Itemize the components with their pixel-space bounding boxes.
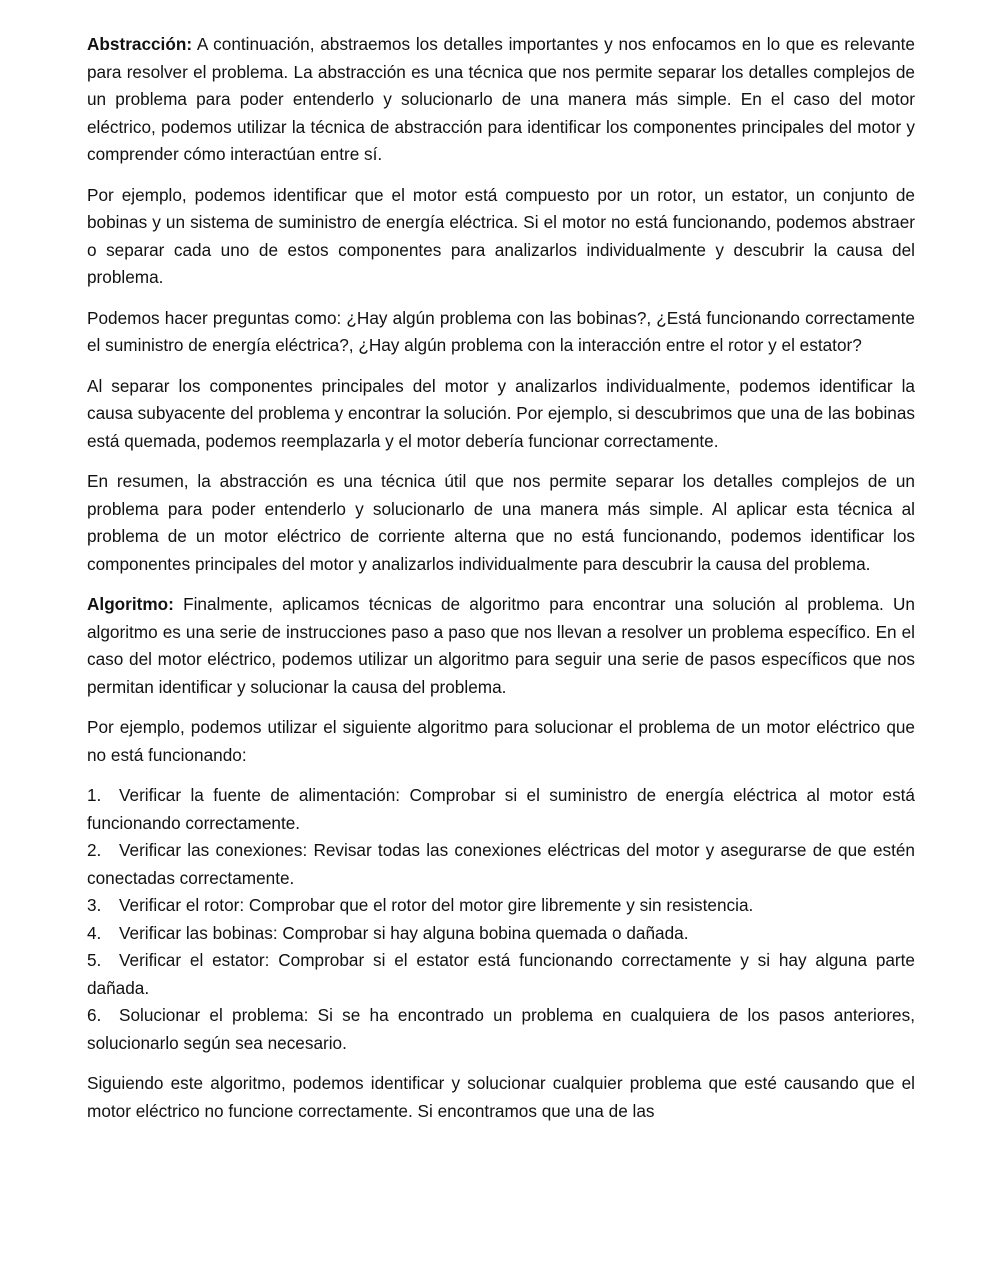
step-text: Solucionar el problema: Si se ha encontrado un problema en cualquiera de los pasos anteriores, solucionarlo según sea necesario.	[87, 1005, 915, 1053]
abstraction-paragraph-2: Por ejemplo, podemos identificar que el motor está compuesto por un rotor, un estator, un conjunto de bobinas y un sistema de suministro de energía eléctrica. Si el motor no está funcionando, podemos abstraer o separar cada uno de estos componentes para analizarlos individualmente y descubrir la causa del problema.	[87, 184, 915, 287]
step-number: 4.	[87, 922, 102, 943]
step-text: Verificar la fuente de alimentación: Comprobar si el suministro de energía eléctrica al motor está funcionando correctamente.	[87, 785, 915, 833]
algorithm-intro-text: Finalmente, aplicamos técnicas de algoritmo para encontrar una solución al problema. Un algoritmo es una serie de instrucciones paso a paso que nos llevan a resolver un problema específico. En el caso del motor eléctrico, podemos utilizar un algoritmo para seguir una serie de pasos específicos que nos permitan identificar y solucionar la causa del problema.	[87, 594, 915, 697]
abstraction-paragraph-4: Al separar los componentes principales del motor y analizarlos individualmente, podemos identificar la causa subyacente del problema y encontrar la solución. Por ejemplo, si descubrimos que una de las bobinas está quemada, podemos reemplazarla y el motor debería funcionar correctamente.	[87, 375, 915, 451]
algorithm-heading: Algoritmo:	[87, 594, 174, 614]
list-item	[87, 837, 915, 892]
document-page	[87, 31, 915, 1138]
step-text: Verificar el estator: Comprobar si el estator está funcionando correctamente y si hay alguna parte dañada.	[87, 950, 915, 998]
abstraction-paragraph-3: Podemos hacer preguntas como: ¿Hay algún problema con las bobinas?, ¿Está funcionando correctamente el suministro de energía eléctrica?, ¿Hay algún problema con la interacción entre el rotor y el estator?	[87, 307, 915, 355]
step-text: Verificar el rotor: Comprobar que el rotor del motor gire libremente y sin resistencia.	[119, 895, 754, 915]
list-item	[87, 782, 915, 837]
abstraction-heading: Abstracción:	[87, 34, 193, 54]
abstraction-summary-paragraph: En resumen, la abstracción es una técnica útil que nos permite separar los detalles complejos de un problema para poder entenderlo y solucionarlo de una manera más simple. Al aplicar esta técnica al problema de un motor eléctrico de corriente alterna que no está funcionando, podemos identificar los componentes principales del motor y analizarlos individualmente para descubrir la causa del problema.	[87, 471, 915, 574]
algorithm-conclusion-paragraph: Siguiendo este algoritmo, podemos identificar y solucionar cualquier problema que esté causando que el motor eléctrico no funcione correctamente. Si encontramos que una de las	[87, 1073, 915, 1121]
step-number: 5.	[87, 950, 102, 970]
step-number: 1.	[87, 785, 102, 805]
step-text: Verificar las conexiones: Revisar todas las conexiones eléctricas del motor y asegurarse de que estén conectadas correctamente.	[87, 840, 915, 888]
abstraction-intro-text: A continuación, abstraemos los detalles importantes y nos enfocamos en lo que es relevante para resolver el problema. La abstracción es una técnica que nos permite separar los detalles complejos de un problema para poder entenderlo y solucionarlo de una manera más simple. En el caso del motor eléctrico, podemos utilizar la técnica de abstracción para identificar los componentes principales del motor y comprender cómo interactúan entre sí.	[87, 34, 915, 164]
list-item	[87, 920, 915, 948]
list-item	[87, 892, 915, 920]
algorithm-steps-list	[87, 782, 915, 1057]
step-number: 2.	[87, 840, 102, 860]
list-item	[87, 1002, 915, 1057]
algorithm-paragraph-1	[87, 591, 915, 701]
step-text: Verificar las bobinas: Comprobar si hay alguna bobina quemada o dañada.	[119, 922, 689, 943]
step-number: 6.	[87, 1005, 102, 1025]
step-number: 3.	[87, 895, 102, 915]
algorithm-paragraph-2: Por ejemplo, podemos utilizar el siguiente algoritmo para solucionar el problema de un motor eléctrico que no está funcionando:	[87, 717, 915, 765]
abstraction-paragraph-1	[87, 31, 915, 169]
list-item	[87, 947, 915, 1002]
